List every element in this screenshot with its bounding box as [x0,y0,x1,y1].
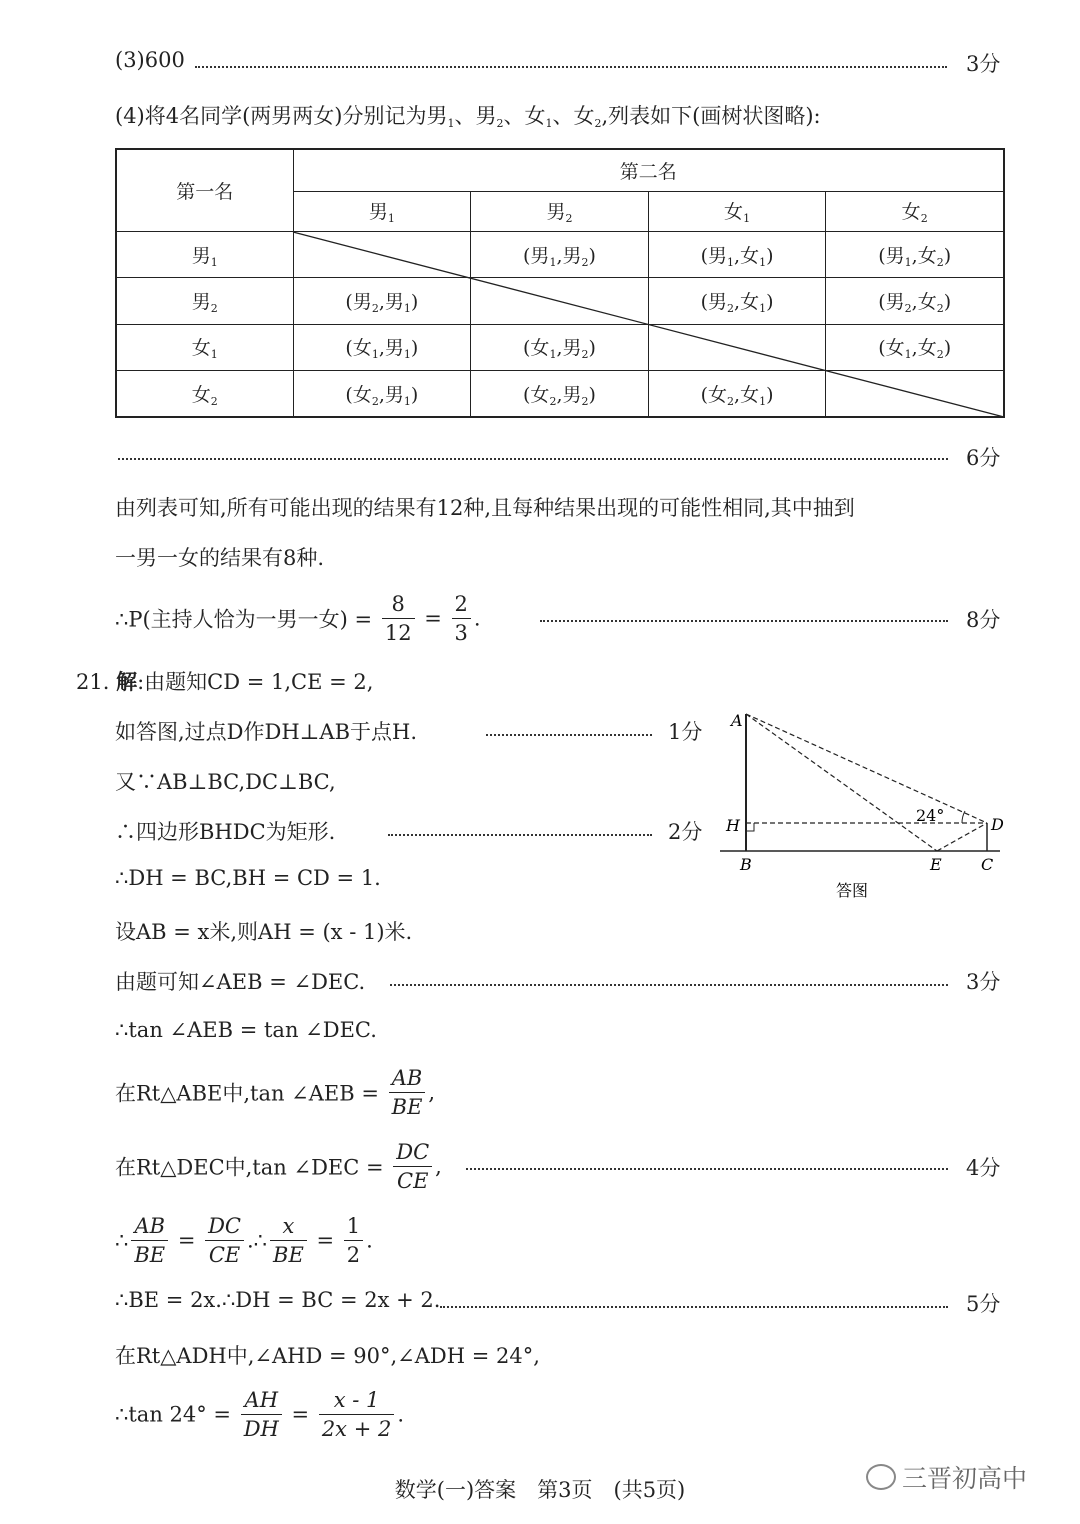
table-cell: (女$_2$,女$_1$) [648,371,826,417]
score-2: 2分 [668,820,703,844]
step-6: 由题可知∠AEB = ∠DEC. [115,970,366,994]
step-2: 又∵AB⊥BC,DC⊥BC, [115,770,336,794]
step-8: 在Rt△ABE中,tan ∠AEB = $\frac{AB}{BE}$ , [115,1066,436,1119]
label-h: H [726,816,740,835]
step-1: 如答图,过点D作DH⊥AB于点H. [115,720,417,744]
score-8: 8分 [966,608,1001,632]
dotted-leader [388,834,652,836]
row-header: 男$_2$ [116,278,293,324]
table-cell: (男$_2$,女$_1$) [648,278,826,324]
score-3: 3分 [966,52,1001,76]
table-cell: (男$_1$,女$_2$) [826,232,1004,278]
row-header: 女$_2$ [116,371,293,417]
question-21-header: 21. 解:由题知CD = 1,CE = 2, [76,670,374,694]
table-cell: (女$_1$,女$_2$) [826,324,1004,370]
dotted-leader [540,620,948,622]
table-cell: (男$_2$,女$_2$) [826,278,1004,324]
score-3b: 3分 [966,970,1001,994]
score-5: 5分 [966,1292,1001,1316]
conclusion-line-1: 由列表可知,所有可能出现的结果有12种,且每种结果出现的可能性相同,其中抽到 [115,496,855,520]
label-e: E [930,855,942,874]
label-d: D [991,815,1004,834]
table-cell: (女$_1$,男$_1$) [293,324,471,370]
dotted-leader [440,1306,948,1308]
step-13: ∴tan 24° = $\frac{AH}{DH}$ = $\frac{x - 1}{2x + 2}$ . [115,1388,405,1441]
step-7: ∴tan ∠AEB = tan ∠DEC. [115,1018,377,1042]
label-b: B [740,855,752,874]
step-4: ∴DH = BC,BH = CD = 1. [115,866,381,890]
step-5: 设AB = x米,则AH = (x - 1)米. [115,920,413,944]
row-header: 男$_1$ [116,232,293,278]
step-3: ∴四边形BHDC为矩形. [115,820,336,844]
step-11: ∴BE = 2x.∴DH = BC = 2x + 2. [115,1288,441,1312]
score-6: 6分 [966,446,1001,470]
table-corner: 第一名 [116,149,293,232]
wechat-icon [866,1464,896,1490]
dotted-leader [486,734,652,736]
figure-caption: 答图 [836,881,869,900]
label-c: C [981,855,994,874]
table-cell: (女$_2$,男$_1$) [293,371,471,417]
answer-4-intro: (4)将4名同学(两男两女)分别记为男$_1$、男$_2$、女$_1$、女$_2$,列表如下(画树状图略): [115,104,821,130]
answer-figure [700,700,1020,910]
table-cell: (男$_2$,男$_1$) [293,278,471,324]
table-cell: (男$_1$,男$_2$) [471,232,649,278]
step-9: 在Rt△DEC中,tan ∠DEC = $\frac{DC}{CE}$ , [115,1140,442,1193]
col-header: 女$_2$ [826,191,1004,231]
page-footer: 数学(一)答案 第3页 (共5页) [394,1478,686,1502]
table-second-header: 第二名 [293,149,1004,191]
table-cell: (男$_1$,女$_1$) [648,232,826,278]
table-cell: (女$_1$,男$_2$) [471,324,649,370]
col-header: 女$_1$ [648,191,826,231]
label-angle: 24° [916,806,945,825]
probability-line: ∴P(主持人恰为一男一女) = $\frac{8}{12}$ = $\frac{2}{3}$ . [115,592,481,645]
score-4: 4分 [966,1156,1001,1180]
dotted-leader [466,1168,948,1170]
col-header: 男$_1$ [293,191,471,231]
score-1: 1分 [668,720,703,744]
label-a: A [731,711,743,730]
conclusion-line-2: 一男一女的结果有8种. [115,546,325,570]
watermark: 三晋初高中 [866,1459,1027,1495]
dotted-leader [118,458,948,460]
row-header: 女$_1$ [116,324,293,370]
dotted-leader [390,984,948,986]
step-12: 在Rt△ADH中,∠AHD = 90°,∠ADH = 24°, [115,1344,540,1368]
answer-3: (3)600 [115,48,185,72]
table-cell: (女$_2$,男$_2$) [471,371,649,417]
step-10: ∴ $\frac{AB}{BE}$ = $\frac{DC}{CE}$ .∴ $\frac{x}{BE}$ = $\frac{1}{2}$ . [115,1214,373,1267]
col-header: 男$_2$ [471,191,649,231]
